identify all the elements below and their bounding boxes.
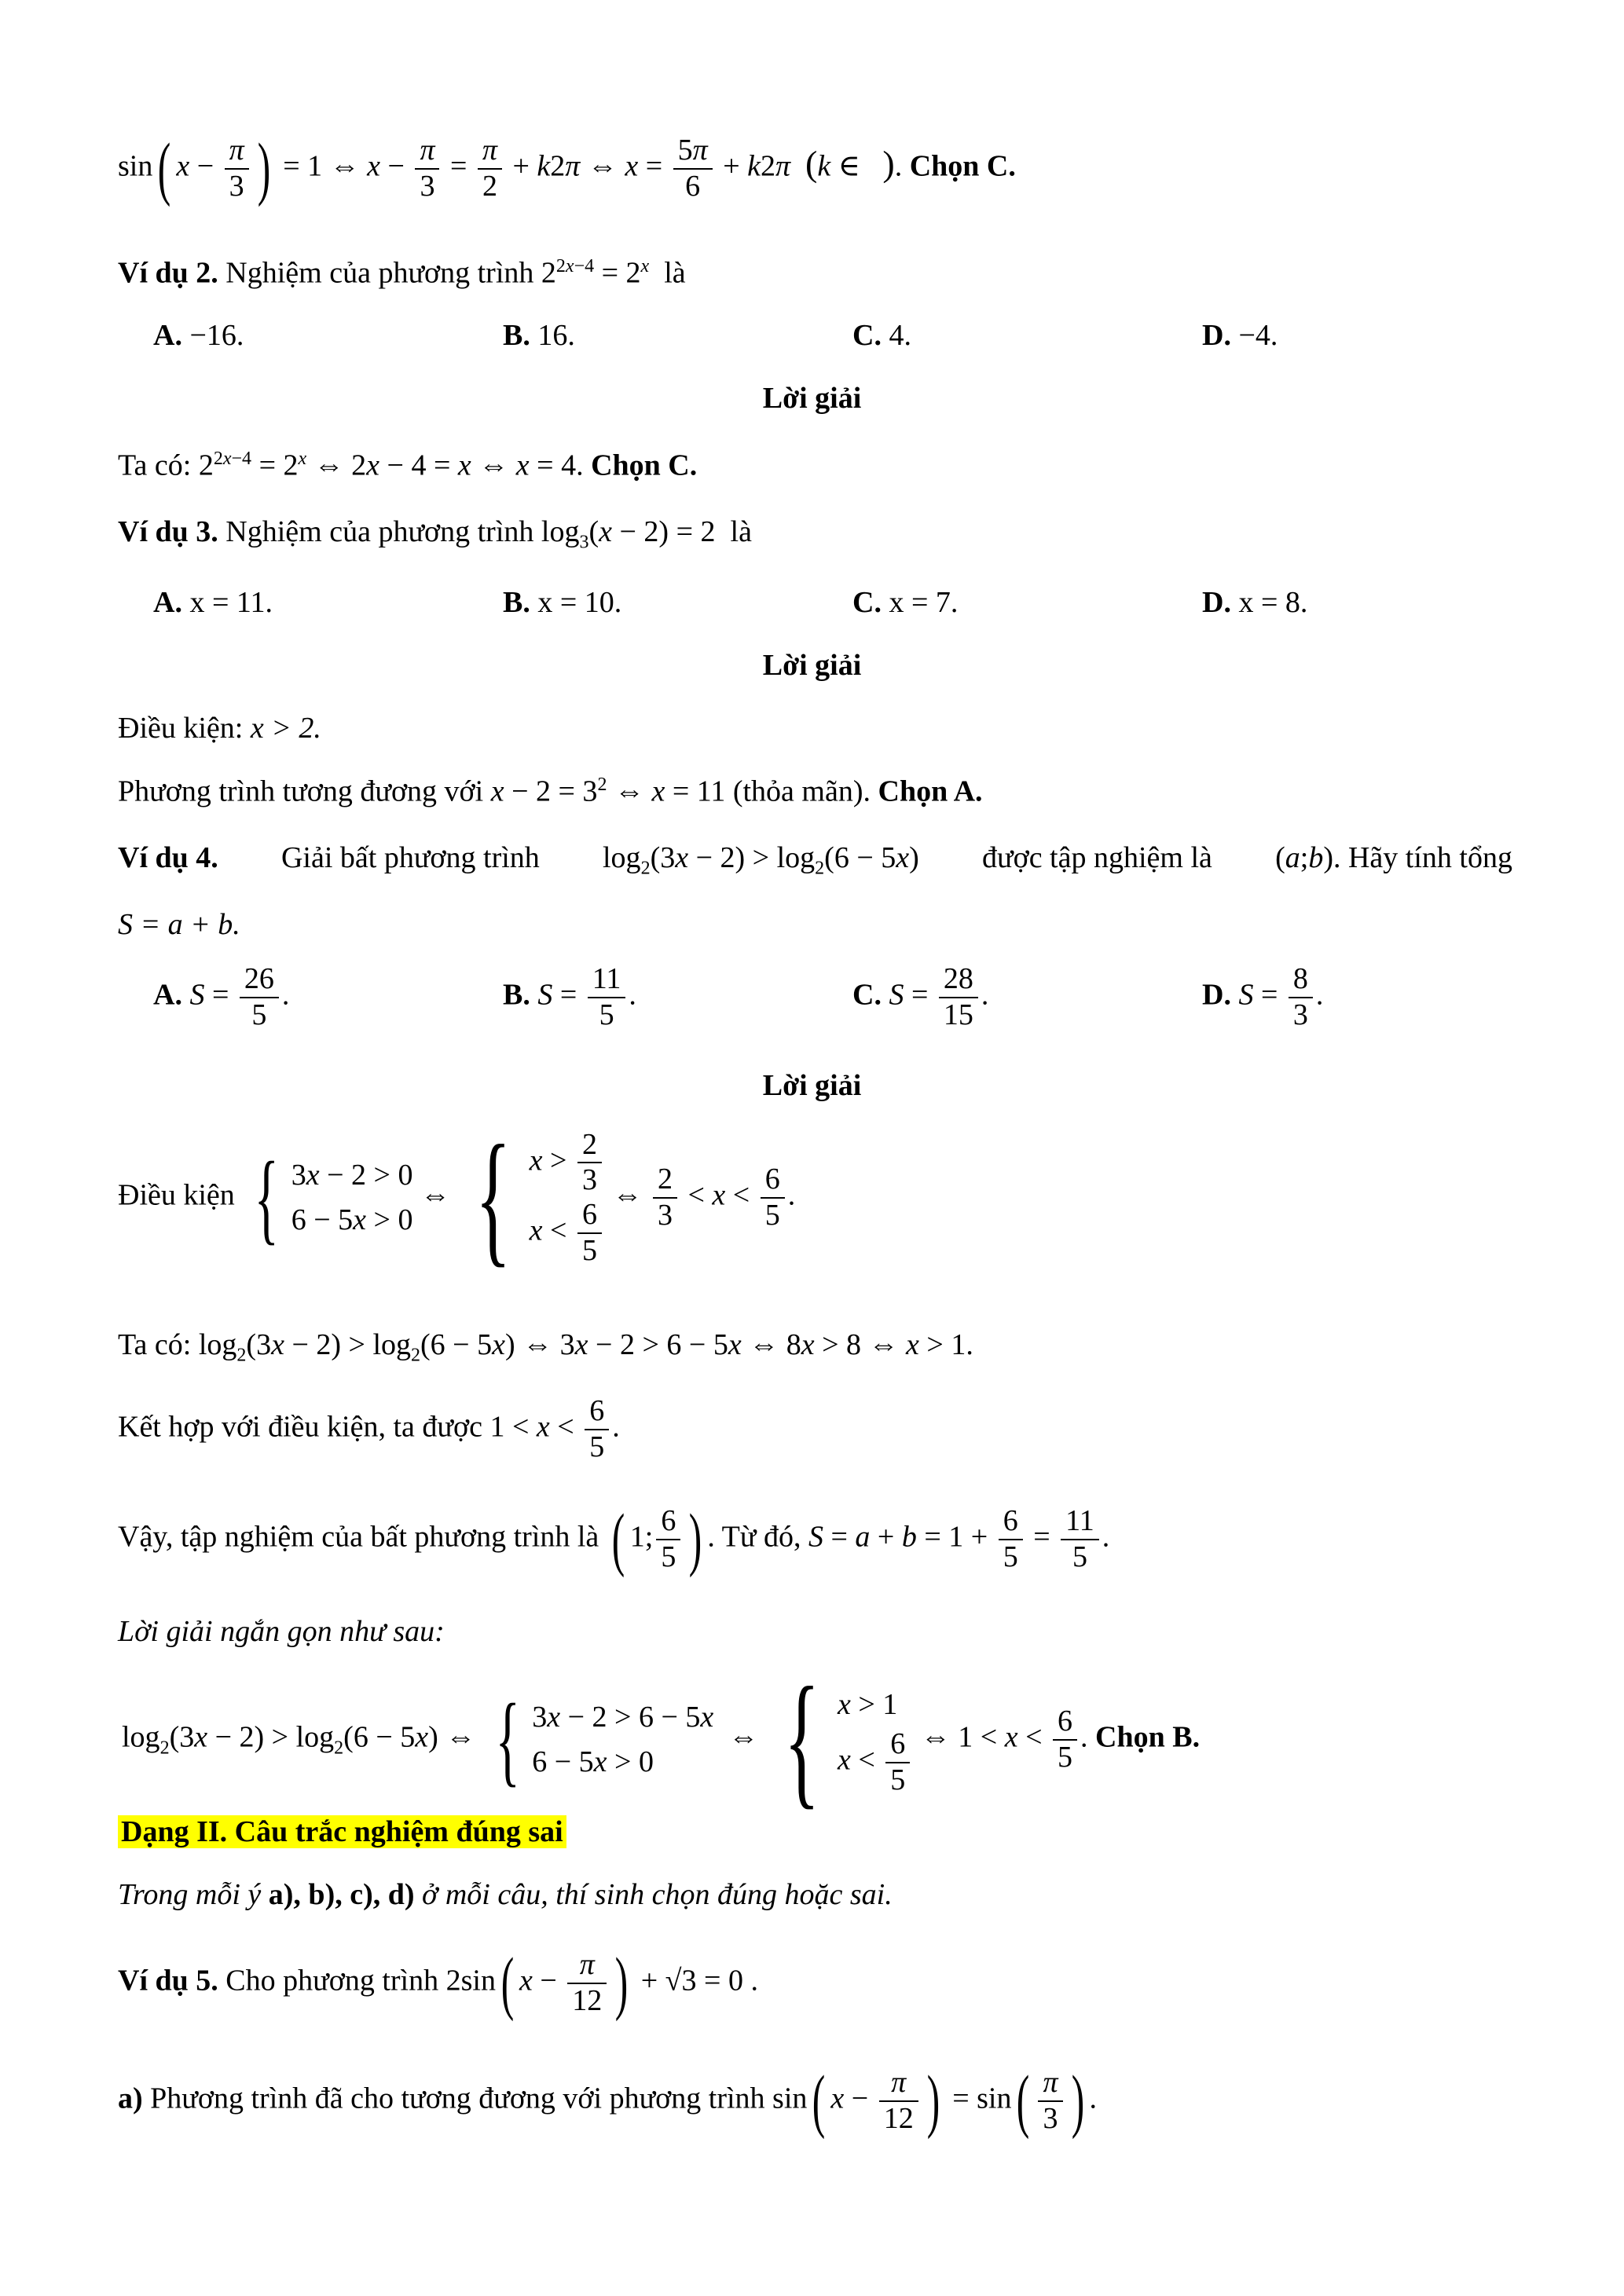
ex3-option-c[interactable]: C. x = 7. (852, 586, 959, 619)
ex4-question-cont: S = a + b. (118, 908, 240, 941)
ex5-part-a: a) Phương trình đã cho tương đương với phương trình sin( x − $\frac{\pi}{12}$ ) = sin( $\frac{\pi}{3}$ ) . (118, 2062, 1097, 2140)
ex3-conclusion: Chọn A. (878, 774, 983, 808)
ex4-option-b[interactable]: B. S = $\frac{11}{5}$ . (503, 962, 636, 1031)
ex4-short-label: Lời giải ngắn gọn như sau: (118, 1615, 445, 1648)
ex4-solution: Ta có: $\log_2(3x - 2) > \log_2(6 - 5x)$ ⇔ 3x − 2 > 6 − 5x ⇔ 8x > 8 ⇔ x > 1. (118, 1328, 973, 1366)
ex4-question: Ví dụ 4. Giải bất phương trình $\log_2(3x - 2) > \log_2(6 - 5x)$ được tập nghiệm là (a;b). Hãy tính tổng (118, 841, 1512, 879)
ex2-solution-title: Lời giải (762, 382, 862, 415)
ex3-option-b[interactable]: B. x = 10. (503, 586, 622, 619)
ex4-solution-title: Lời giải (762, 1069, 862, 1102)
ex4-option-c[interactable]: C. S = $\frac{28}{15}$ . (852, 962, 989, 1031)
ex3-question: Ví dụ 3. Nghiệm của phương trình $\log_3(x - 2) = 2$ là (118, 515, 752, 553)
ex4-option-d[interactable]: D. S = $\frac{8}{3}$ . (1202, 962, 1324, 1031)
ex2-question: Ví dụ 2. Nghiệm của phương trình $2^{2x-4} = 2^x$ là (118, 256, 686, 290)
ex2-solution: Ta có: $2^{2x-4} = 2^x$ ⇔ 2x − 4 = x ⇔ x = 4. Chọn C. (118, 449, 698, 482)
ex5-question: Ví dụ 5. Cho phương trình 2sin( x − $\frac{\pi}{12}$ ) + √3 = 0 . (118, 1944, 758, 2022)
ex4-condition: Điều kiện { 3x − 2 > 0 6 − 5x > 0 ⇔ { x > $\frac{2}{3}$ x < $\frac{6}{5}$ ⇔ $\frac{2}{3}$ < x < $\frac{6}{5}$ . (118, 1115, 796, 1280)
ex3-equivalence: Phương trình tương đương với $x - 2 = 3^2$ ⇔ x = 11 (thỏa mãn). Chọn A. (118, 774, 983, 808)
ex3-condition: Điều kiện: x > 2. (118, 712, 321, 745)
ex4-short-solution: $\log_2(3x - 2) > \log_2(6 - 5x)$ ⇔ { 3x − 2 > 6 − 5x 6 − 5x > 0 ⇔ { x > 1 x < $\frac{6}{5}$ ⇔ 1 < x < $\frac{6}{5}$ . Chọn B. (122, 1657, 1201, 1822)
ex1-conclusion: Chọn C. (909, 149, 1016, 183)
ex3-option-d[interactable]: D. x = 8. (1202, 586, 1308, 619)
ex2-label: Ví dụ 2. (118, 256, 218, 290)
ex2-stem: Nghiệm của phương trình (225, 256, 534, 290)
ex4-conclusion: Chọn B. (1095, 1720, 1201, 1754)
ex2-conclusion: Chọn C. (591, 449, 698, 482)
section-2-instruction: Trong mỗi ý a), b), c), d) ở mỗi câu, thí sinh chọn đúng hoặc sai. (118, 1878, 893, 1911)
section-2-title: Dạng II. Câu trắc nghiệm đúng sai (118, 1814, 566, 1851)
ex4-combine: Kết hợp với điều kiện, ta được 1 < x < $\frac{6}{5}$ . (118, 1394, 620, 1463)
ex1-solution-line: sin( x − $\frac{\pi}{3}$ ) = 1 ⇔ x − $\frac{\pi}{3}$ = $\frac{\pi}{2}$ + k2π ⇔ x = $\frac{5\pi}{6}$ + k2π (k ∈ ). Chọn C. (118, 130, 1016, 207)
ex3-solution-title: Lời giải (762, 649, 862, 682)
ex2-option-d[interactable]: D. −4. (1202, 319, 1278, 352)
ex2-option-a[interactable]: A. −16. (153, 319, 244, 352)
ex3-option-a[interactable]: A. x = 11. (153, 586, 273, 619)
ex4-conclude: Vậy, tập nghiệm của bất phương trình là ( 1; $\frac{6}{5}$ ) . Từ đó, S = a + b = 1 + $\frac{6}{5}$ = $\frac{11}{5}$ . (118, 1500, 1110, 1578)
ex2-option-c[interactable]: C. 4. (852, 319, 911, 352)
ex2-option-b[interactable]: B. 16. (503, 319, 575, 352)
ex3-label: Ví dụ 3. (118, 515, 218, 548)
ex4-option-a[interactable]: A. S = $\frac{26}{5}$ . (153, 962, 290, 1031)
ex2-tail: là (664, 256, 686, 290)
